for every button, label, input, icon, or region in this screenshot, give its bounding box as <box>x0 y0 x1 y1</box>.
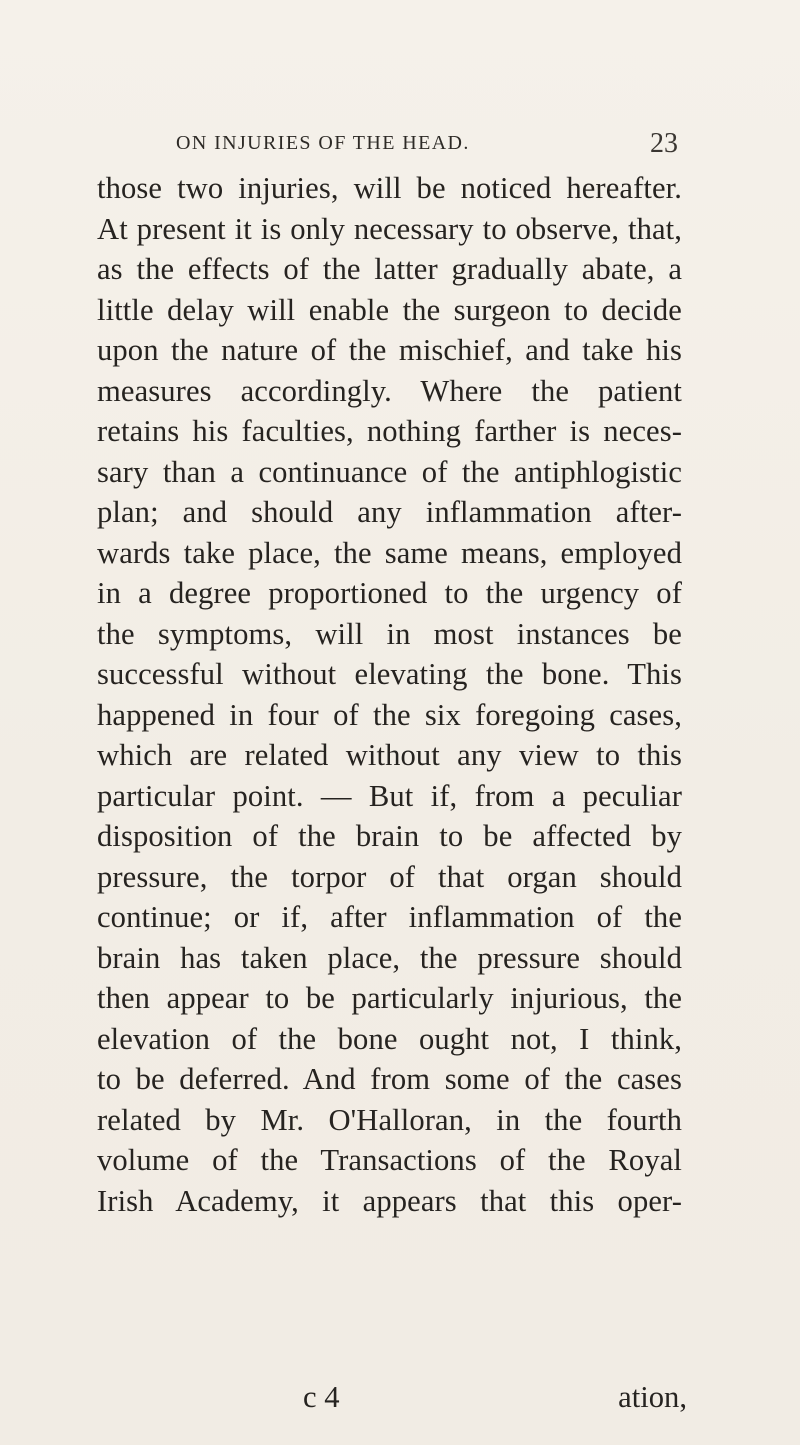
text-line: successful without elevating the bone. This <box>97 657 682 691</box>
text-line: the symptoms, will in most instances be <box>97 616 682 651</box>
page-header <box>176 128 678 162</box>
text-line: related by Mr. O'Halloran, in the fourth <box>97 1102 682 1137</box>
text-line: At present it is only necessary to observe, that, <box>97 211 682 246</box>
text-line: continue; or if, after inflammation of the <box>97 900 682 934</box>
text-line: as the effects of the latter gradually abate, a <box>97 252 682 286</box>
text-line: disposition of the brain to be affected by <box>97 819 682 853</box>
text-line: particular point. — But if, from a peculiar <box>97 778 682 813</box>
text-line: brain has taken place, the pressure should <box>97 940 682 975</box>
text-line: sary than a continuance of the antiphlogistic <box>97 454 682 489</box>
text-line: plan; and should any inflammation after- <box>97 495 682 529</box>
text-line: pressure, the torpor of that organ should <box>97 859 682 894</box>
page-footer <box>97 1380 687 1420</box>
text-line: then appear to be particularly injurious, the <box>97 981 682 1015</box>
text-line: in a degree proportioned to the urgency of <box>97 576 682 610</box>
text-line: those two injuries, will be noticed hereafter. <box>97 171 682 205</box>
text-line: measures accordingly. Where the patient <box>97 373 682 408</box>
text-line: little delay will enable the surgeon to decide <box>97 292 682 327</box>
body-text <box>97 168 682 1221</box>
text-line: upon the nature of the mischief, and take his <box>97 333 682 367</box>
text-line: volume of the Transactions of the Royal <box>97 1143 682 1177</box>
text-line: Irish Academy, it appears that this oper- <box>97 1183 682 1218</box>
catchword: ation, <box>618 1380 687 1414</box>
running-head: ON INJURIES OF THE HEAD. <box>176 132 470 154</box>
text-line: wards take place, the same means, employed <box>97 535 682 570</box>
page-number: 23 <box>650 128 678 159</box>
text-line: happened in four of the six foregoing cases, <box>97 697 682 732</box>
text-line: retains his faculties, nothing farther is neces- <box>97 414 682 448</box>
text-line: elevation of the bone ought not, I think, <box>97 1021 682 1056</box>
signature-mark: c 4 <box>303 1380 340 1414</box>
text-line: to be deferred. And from some of the cases <box>97 1062 682 1096</box>
text-line: which are related without any view to this <box>97 738 682 772</box>
